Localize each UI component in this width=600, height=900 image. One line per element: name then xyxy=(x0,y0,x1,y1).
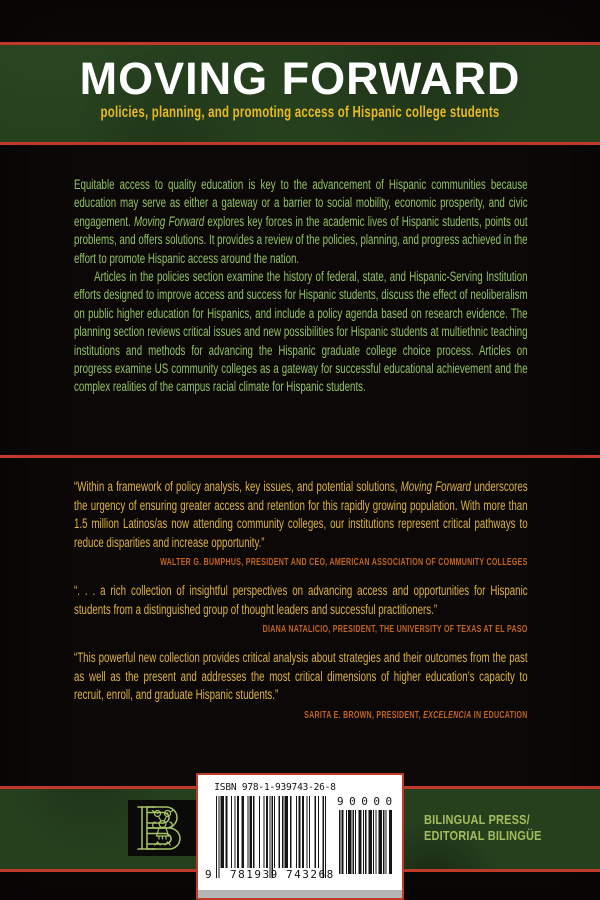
book-subtitle: policies, planning, and promoting access of Hispanic college students xyxy=(100,104,500,121)
ean-left-digit: 9 xyxy=(205,868,212,881)
book-title: MOVING FORWARD xyxy=(79,53,521,104)
divider-line-middle xyxy=(0,455,600,458)
publisher-name-line2: EDITORIAL BILINGÜE xyxy=(424,829,542,843)
pull-quote xyxy=(74,649,528,722)
review-quotes xyxy=(74,478,528,735)
barcode-footer-strip xyxy=(198,890,402,898)
divider-line-header xyxy=(0,142,600,145)
ean-digits xyxy=(198,868,348,881)
isbn-label: ISBN 978-1-939743-26-8 xyxy=(214,782,336,793)
publisher-name xyxy=(424,812,542,844)
synopsis-paragraph-2: Articles in the policies section examine the history of federal, state, and Hispanic-Serving Institution efforts designed to improve access and success for Hispanic students, discuss the effect of neoliberalism on public higher education for Hispanics, and include a policy agenda based on research evidence. The planning section reviews critical issues and new possibilities for Hispanic students at multiethnic teaching institutions and methods for advancing the Hispanic graduate college choice process. Articles on progress examine US community colleges as a gateway for successful educational achievement and the complex realities of the campus racial climate for Hispanic students. xyxy=(74,269,528,395)
quote-attribution: WALTER G. BUMPHUS, PRESIDENT AND CEO, AMERICAN ASSOCIATION OF COMMUNITY COLLEGES xyxy=(160,557,528,568)
quote-text: “This powerful new collection provides critical analysis about strategies and their outcomes from the past as well as the present and addresses the most critical dimensions of higher education’s capacity to recruit, enroll, and graduate Hispanic students.” xyxy=(74,650,528,702)
addon-barcode-icon xyxy=(338,810,393,879)
header-band xyxy=(0,44,600,143)
publisher-name-line1: BILINGUAL PRESS/ xyxy=(424,813,530,827)
quote-text: “Within a framework of policy analysis, key issues, and potential solutions, Moving Forward underscores the urgency of ensuring greater access and retention for this rapidly growing population. With more than 1.5 million Latinos/as now attending community colleges, our institutions represent critical pathways to reduce disparities and increase opportunity.” xyxy=(74,479,528,550)
quote-attribution: DIANA NATALICIO, PRESIDENT, THE UNIVERSITY OF TEXAS AT EL PASO xyxy=(262,624,528,635)
divider-line-top xyxy=(0,42,600,45)
synopsis-paragraph-1: Equitable access to quality education is key to the advancement of Hispanic communities because education may serve as either a gateway or a barrier to social mobility, economic prosperity, and civic engagement. Moving Forward explores key forces in the academic lives of Hispanic students, points out problems, and offers solutions. It provides a review of the policies, planning, and progress achieved in the effort to promote Hispanic access around the nation. xyxy=(74,177,528,266)
pull-quote xyxy=(74,582,528,636)
publisher-b-bird-logo-icon xyxy=(128,800,197,856)
ean-group2: 743268 xyxy=(286,868,335,881)
barcode-box xyxy=(196,773,404,900)
quote-text: “. . . a rich collection of insightful perspectives on advancing access and opportunities for Hispanic students from a distinguished group of thought leaders and successful practitioners.” xyxy=(74,583,528,617)
ean-group1: 781939 xyxy=(230,868,279,881)
pull-quote xyxy=(74,478,528,569)
addon-digits: 90000 xyxy=(337,795,398,808)
synopsis xyxy=(74,176,528,397)
quote-attribution: SARITA E. BROWN, PRESIDENT, EXCELENCIA IN EDUCATION xyxy=(304,709,528,721)
